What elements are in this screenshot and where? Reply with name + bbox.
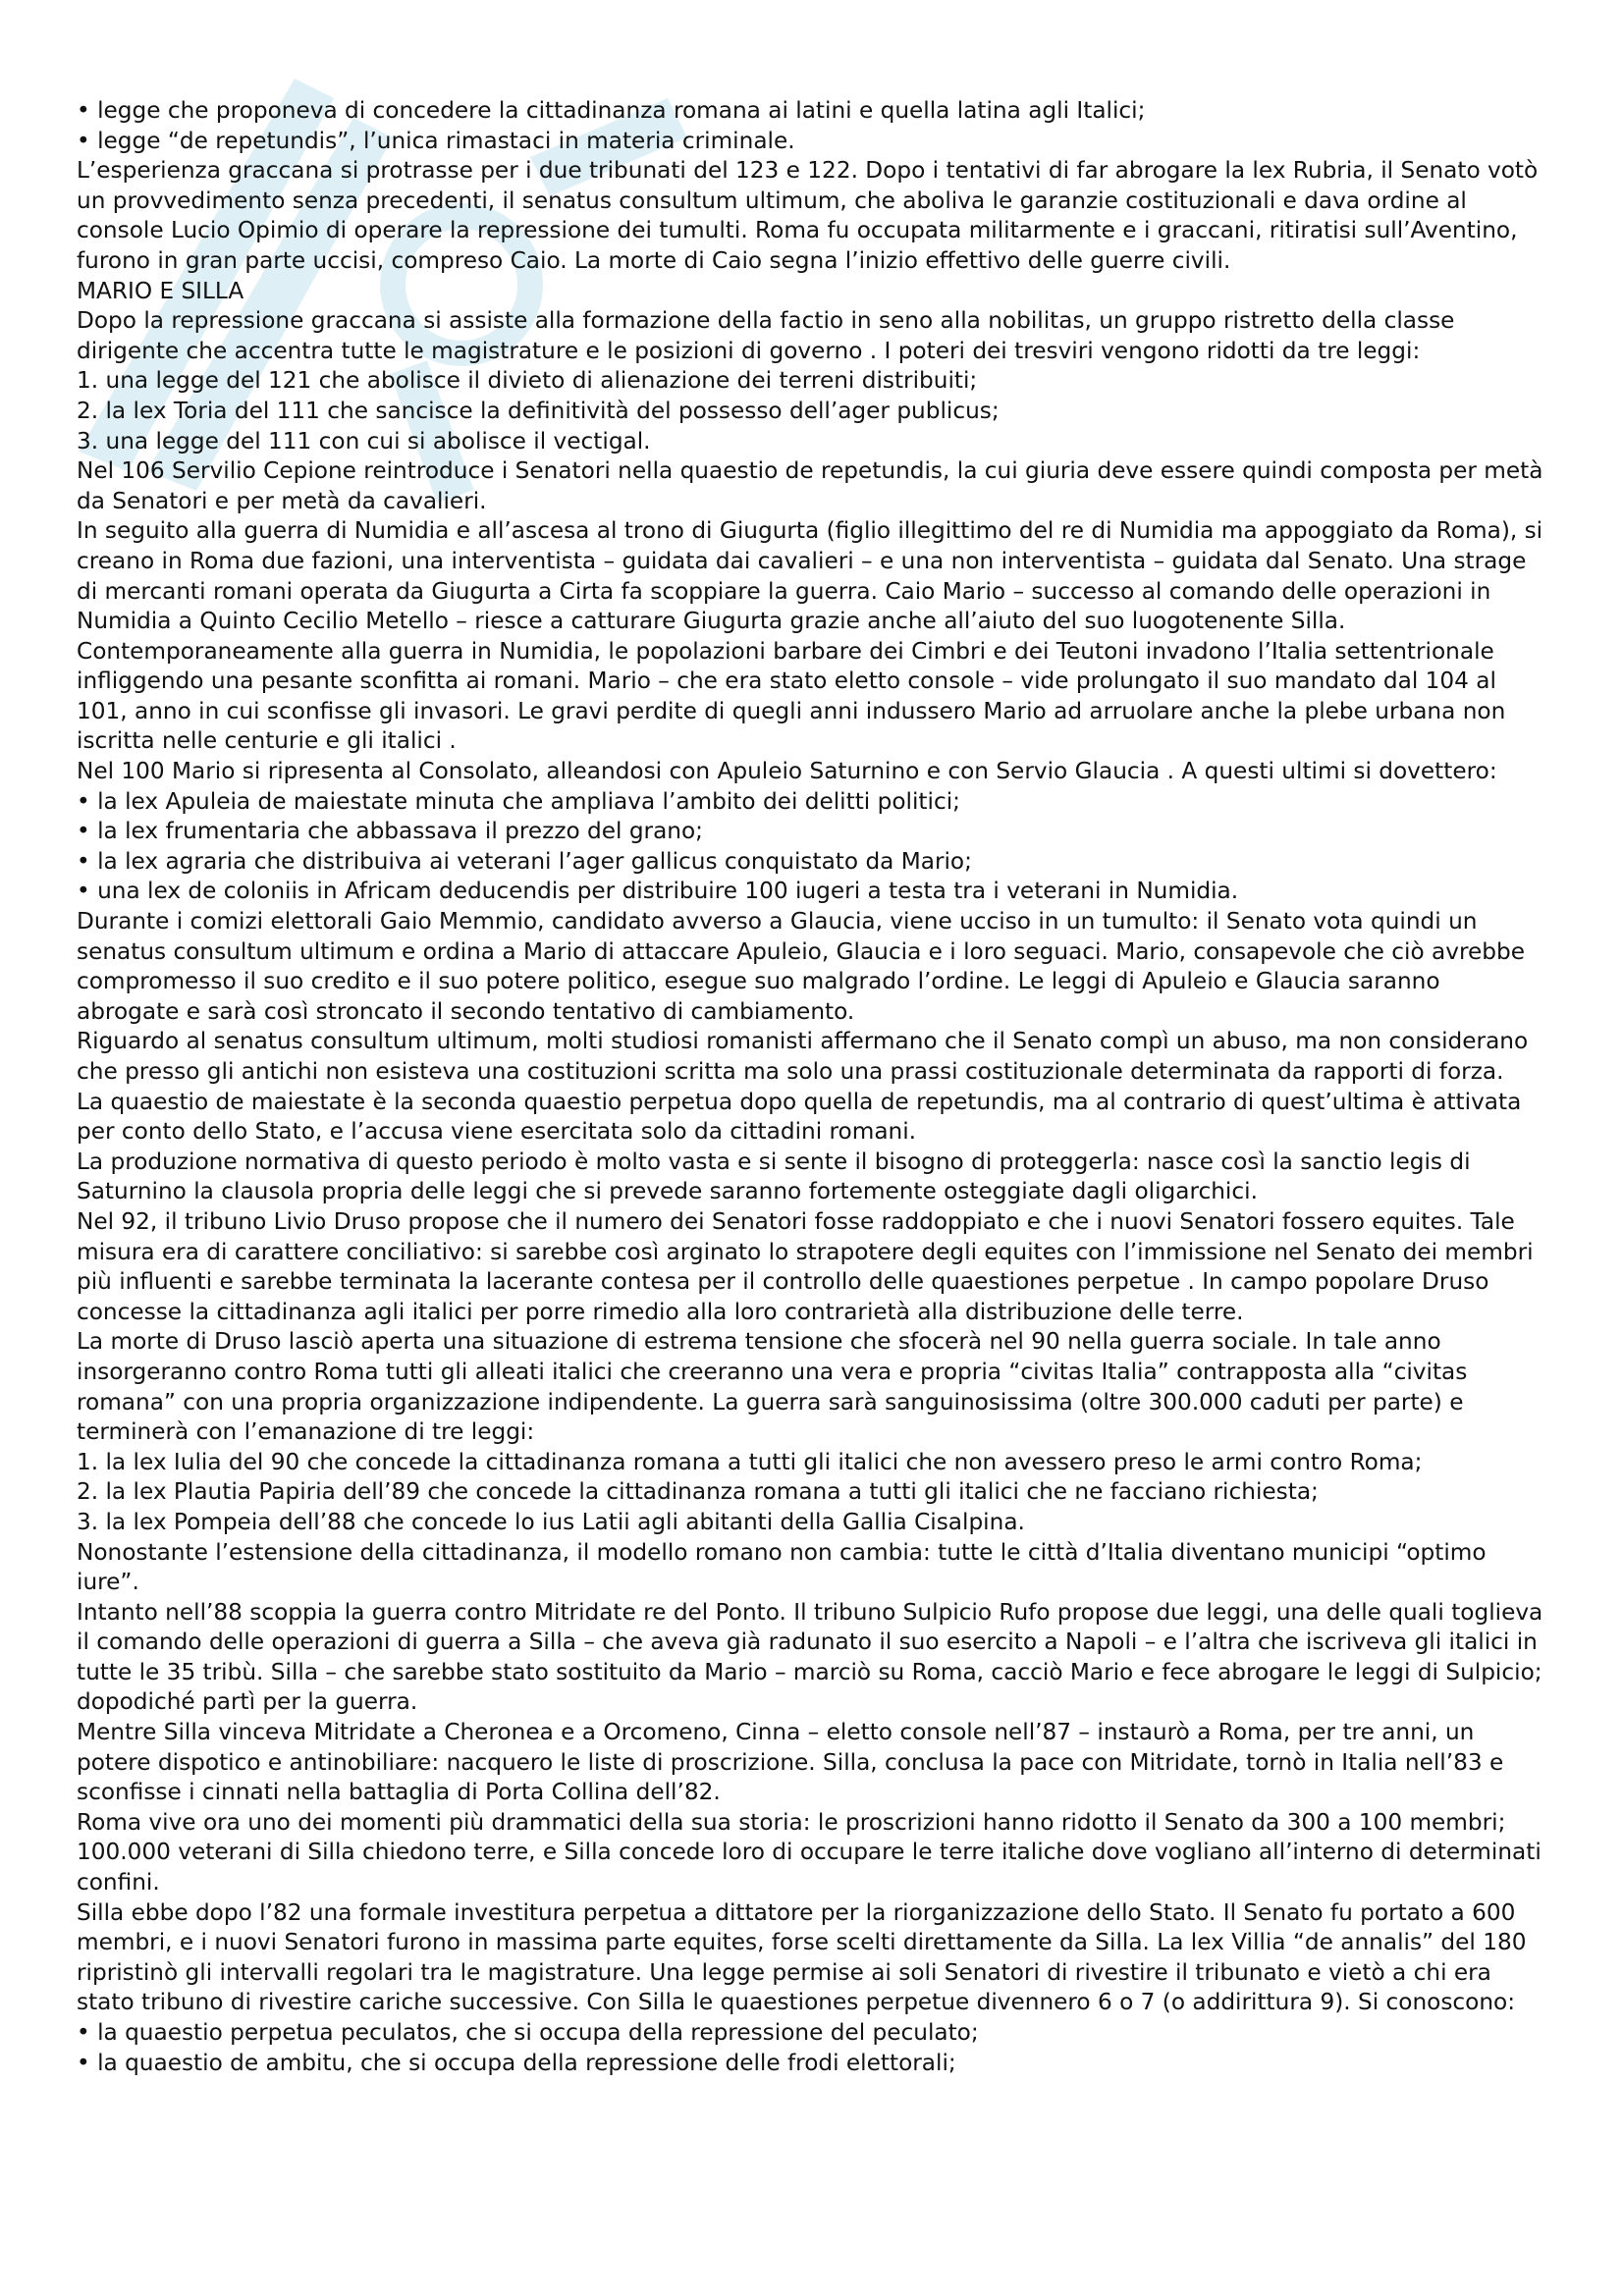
bullet-item: • legge “de repetundis”, l’unica rimastaci in materia criminale. [77,127,1549,157]
bullet-item: • legge che proponeva di concedere la cittadinanza romana ai latini e quella latina agli Italici; [77,96,1549,127]
paragraph: 3. una legge del 111 con cui si abolisce il vectigal. [77,427,651,454]
paragraph: Dopo la repressione graccana si assiste alla formazione della factio in seno alla nobilitas, un gruppo ristretto della classe dirigente che accentra tutte le magistrature e le posizioni di governo . I poteri dei tresviri vengono ridotti da tre leggi: [77,307,1455,364]
paragraph: 3. la lex Pompeia dell’88 che concede lo ius Latii agli abitanti della Gallia Cisalpina. [77,1508,1025,1535]
paragraph: Nonostante l’estensione della cittadinanza, il modello romano non cambia: tutte le città d’Italia diventano municipi “optimo iure”. [77,1538,1487,1596]
paragraph: Durante i comizi elettorali Gaio Memmio, candidato avverso a Glaucia, viene ucciso in un tumulto: il Senato vota quindi un senatus consultum ultimum e ordina a Mario di attaccare Apuleio, Glaucia e i loro seguaci. Mario, consapevole che ciò avrebbe compromesso il suo credito e il suo potere politico, esegue suo malgrado l’ordine. Le leggi di Apuleio e Glaucia saranno abrogate e sarà così stroncato il secondo tentativo di cambiamento. [77,908,1525,1025]
bullet-item: • la quaestio de ambitu, che si occupa della repressione delle frodi elettorali; [77,2049,1549,2079]
paragraph: 1. una legge del 121 che abolisce il divieto di alienazione dei terreni distribuiti; [77,367,978,395]
paragraph: Nel 100 Mario si ripresenta al Consolato, alleandosi con Apuleio Saturnino e con Servio Glaucia . A questi ultimi si dovettero: [77,758,1497,785]
paragraph: Riguardo al senatus consultum ultimum, molti studiosi romanisti affermano che il Senato compì un abuso, ma non considerano che presso gli antichi non esisteva una costituzioni scritta ma solo una prassi costituzionale determinata da rapporti di forza. [77,1028,1529,1085]
paragraph: Silla ebbe dopo l’82 una formale investitura perpetua a dittatore per la riorganizzazione dello Stato. Il Senato fu portato a 600 membri, e i nuovi Senatori furono in massima parte equites, forse scelti direttamente da Silla. La lex Villia “de annalis” del 180 ripristinò gli intervalli regolari tra le magistrature. Una legge permise ai soli Senatori di rivestire il tribunato e vietò a chi era stato tribuno di rivestire cariche successive. Con Silla le quaestiones perpetue divennero 6 o 7 (o addirittura 9). Si conoscono: [77,1898,1527,2016]
paragraph: In seguito alla guerra di Numidia e all’ascesa al trono di Giugurta (figlio illegittimo del re di Numidia ma appoggiato da Roma), si creano in Roma due fazioni, una interventista – guidata dai cavalieri – e una non interventista – guidata dal Senato. Una strage di mercanti romani operata da Giugurta a Cirta fa scoppiare la guerra. Caio Mario – successo al comando delle operazioni in Numidia a Quinto Cecilio Metello – riesce a catturare Giugurta grazie anche all’aiuto del suo luogotenente Silla. Contemporaneamente alla guerra in Numidia, le popolazioni barbare dei Cimbri e dei Teutoni invadono l’Italia settentrionale infliggendo una pesante sconfitta ai romani. Mario – che era stato eletto console – vide prolungato il suo mandato dal 104 al 101, anno in cui sconfisse gli invasori. Le gravi perdite di quegli anni indussero Mario ad arruolare anche la plebe urbana non iscritta nelle centurie e gli italici . [77,517,1543,755]
paragraph: 1. la lex Iulia del 90 che concede la cittadinanza romana a tutti gli italici che non avessero preso le armi contro Roma; [77,1448,1423,1475]
paragraph: Roma vive ora uno dei momenti più drammatici della sua storia: le proscrizioni hanno ridotto il Senato da 300 a 100 membri; 100.000 veterani di Silla chiedono terre, e Silla concede loro di occupare le terre italiche dove vogliano all’interno di determinati confini. [77,1808,1542,1896]
paragraph: La produzione normativa di questo periodo è molto vasta e si sente il bisogno di proteggerla: nasce così la sanctio legis di Saturnino la clausola propria delle leggi che si prevede saranno fortemente osteggiate dagli oligarchici. [77,1148,1471,1205]
bullet-item: • la lex agraria che distribuiva ai veterani l’ager gallicus conquistato da Mario; [77,847,1549,878]
paragraph: Mentre Silla vinceva Mitridate a Cheronea e a Orcomeno, Cinna – eletto console nell’87 – instaurò a Roma, per tre anni, un potere dispotico e antinobiliare: nacquero le liste di proscrizione. Silla, conclusa la pace con Mitridate, tornò in Italia nell’83 e sconfisse i cinnati nella battaglia di Porta Collina dell’82. [77,1719,1504,1806]
bullet-item: • la lex Apuleia de maiestate minuta che ampliava l’ambito dei delitti politici; [77,787,1549,818]
paragraph: Intanto nell’88 scoppia la guerra contro Mitridate re del Ponto. Il tribuno Sulpicio Rufo propose due leggi, una delle quali toglieva il comando delle operazioni di guerra a Silla – che aveva già radunato il suo esercito a Napoli – e l’altra che iscriveva gli italici in tutte le 35 tribù. Silla – che sarebbe stato sostituito da Mario – marciò su Roma, cacciò Mario e fece abrogare le leggi di Sulpicio; dopodiché partì per la guerra. [77,1598,1543,1716]
bullet-item: • la quaestio perpetua peculatos, che si occupa della repressione del peculato; [77,2018,1549,2049]
paragraph: Nel 92, il tribuno Livio Druso propose che il numero dei Senatori fosse raddoppiato e che i nuovi Senatori fossero equites. Tale misura era di carattere conciliativo: si sarebbe così arginato lo strapotere degli equites con l’immissione nel Senato dei membri più influenti e sarebbe terminata la lacerante contesa per il controllo delle quaestiones perpetue . In campo popolare Druso concesse la cittadinanza agli italici per porre rimedio alla loro contrarietà alla distribuzione delle terre. [77,1207,1534,1325]
paragraph: La quaestio de maiestate è la seconda quaestio perpetua dopo quella de repetundis, ma al contrario di quest’ultima è attivata per conto dello Stato, e l’accusa viene esercitata solo da cittadini romani. [77,1088,1522,1146]
paragraph: Nel 106 Servilio Cepione reintroduce i Senatori nella quaestio de repetundis, la cui giuria deve essere quindi composta per metà da Senatori e per metà da cavalieri. [77,457,1543,514]
document-body [77,96,1549,2078]
paragraph: La morte di Druso lasciò aperta una situazione di estrema tensione che sfocerà nel 90 nella guerra sociale. In tale anno insorgeranno contro Roma tutti gli alleati italici che creeranno una vera e propria “civitas Italia” contrapposta alla “civitas romana” con una propria organizzazione indipendente. La guerra sarà sanguinosissima (oltre 300.000 caduti per parte) e terminerà con l’emanazione di tre leggi: [77,1328,1468,1446]
paragraph: 2. la lex Toria del 111 che sancisce la definitività del possesso dell’ager publicus; [77,397,1000,424]
bullet-item: • una lex de coloniis in Africam deducendis per distribuire 100 iugeri a testa tra i veterani in Numidia. [77,877,1549,907]
paragraph: L’esperienza graccana si protrasse per i due tribunati del 123 e 122. Dopo i tentativi di far abrogare la lex Rubria, il Senato votò un provvedimento senza precedenti, il senatus consultum ultimum, che aboliva le garanzie costituzionali e dava ordine al console Lucio Opimio di operare la repressione dei tumulti. Roma fu occupata militarmente e i graccani, ritiratisi sull’Aventino, furono in gran parte uccisi, compreso Caio. La morte di Caio segna l’inizio effettivo delle guerre civili. [77,157,1539,274]
bullet-item: • la lex frumentaria che abbassava il prezzo del grano; [77,817,1549,847]
paragraph: 2. la lex Plautia Papiria dell’89 che concede la cittadinanza romana a tutti gli italici che ne facciano richiesta; [77,1478,1319,1506]
section-heading: MARIO E SILLA [77,277,244,304]
